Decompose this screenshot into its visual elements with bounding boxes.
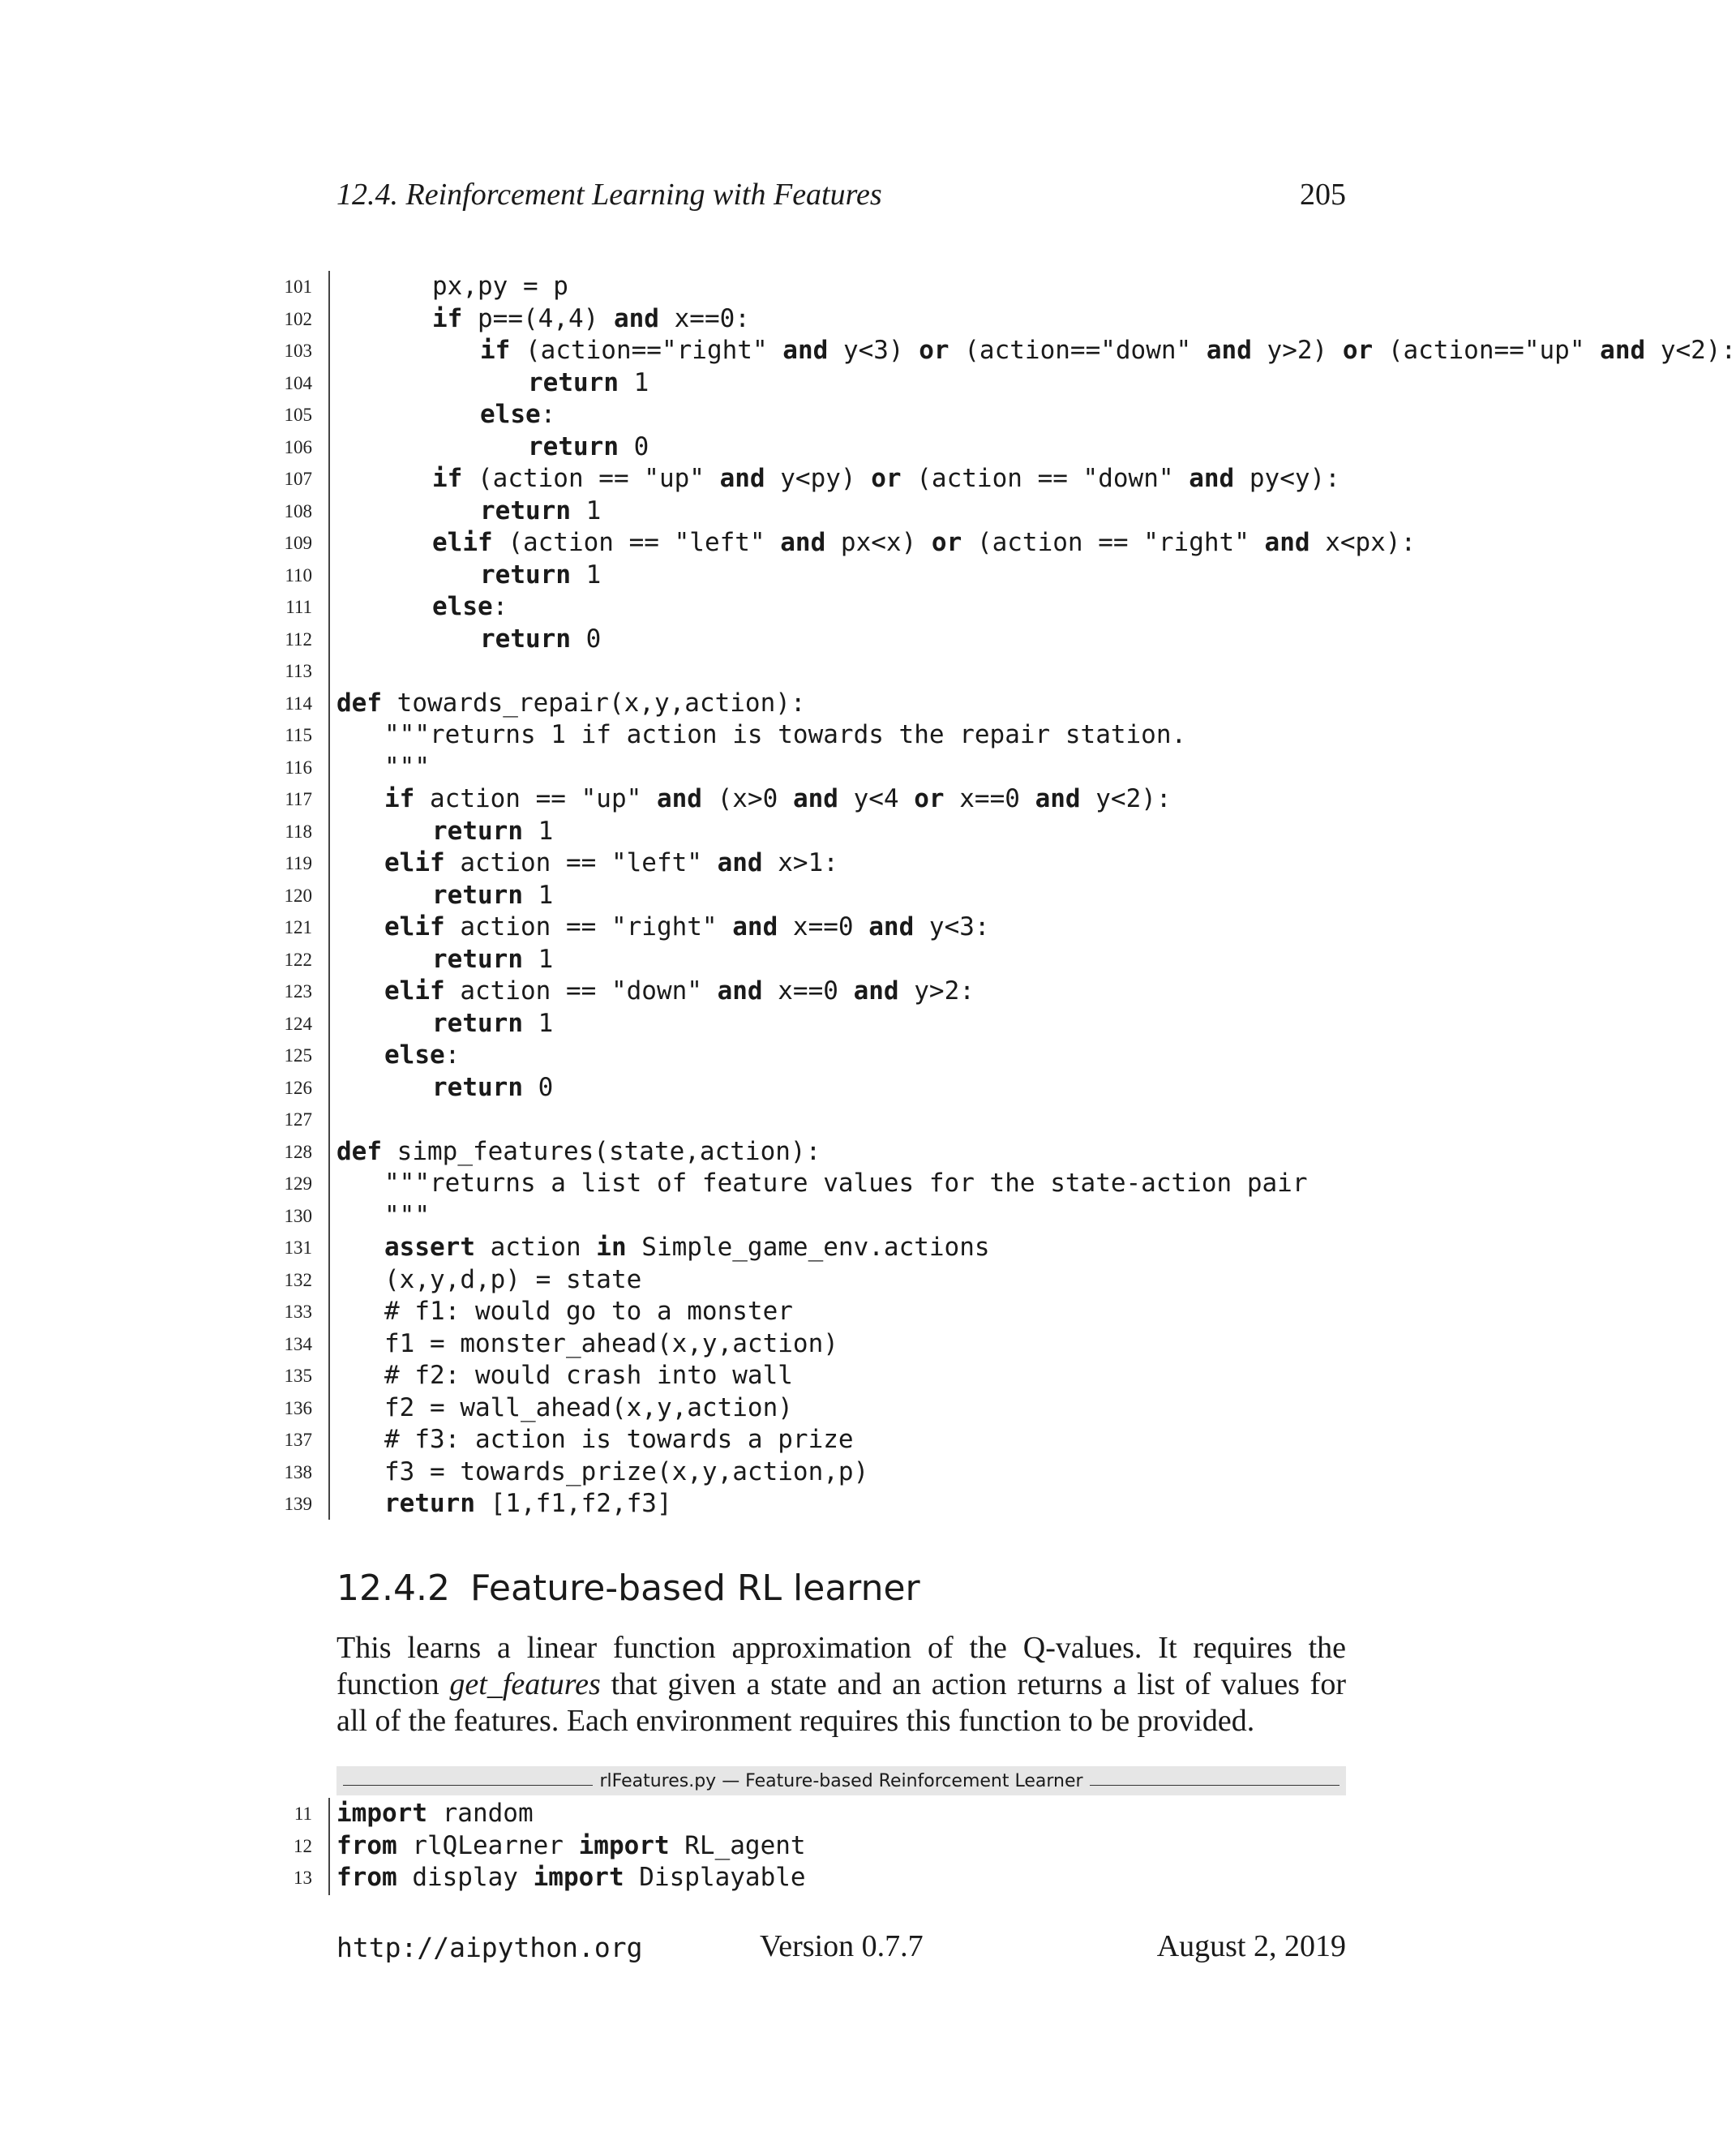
code-line: [268, 495, 1646, 528]
code-token: f1 = monster_ahead(x,y,action): [384, 1328, 838, 1358]
paragraph-text-1: This learns a linear function approximation of the Q-values. It requires the function: [336, 1631, 1346, 1701]
page-number: 205: [1300, 178, 1346, 212]
keyword: and: [782, 336, 829, 365]
code-token: y<2):: [1645, 336, 1736, 365]
code-text: [336, 976, 975, 1008]
code-token: # f1: would go to a monster: [384, 1297, 793, 1326]
code-text: [336, 1360, 793, 1392]
code-listing-imports: [268, 1798, 1403, 1895]
code-text: [336, 688, 806, 720]
line-number: 120: [284, 885, 312, 906]
line-number: 121: [284, 917, 312, 937]
keyword: import: [336, 1799, 427, 1828]
keyword: import: [533, 1863, 624, 1892]
code-token: towards_repair(x,y,action):: [382, 688, 806, 718]
code-line: [268, 719, 1646, 752]
keyword: and: [732, 912, 778, 942]
line-number: 109: [284, 533, 312, 553]
code-line: [268, 271, 1646, 303]
keyword: elif: [384, 848, 445, 877]
keyword: or: [914, 784, 945, 813]
code-token: simp_features(state,action):: [382, 1136, 821, 1166]
code-line: [268, 303, 1646, 336]
code-text: [336, 431, 649, 464]
code-token: (action=="right": [510, 336, 783, 365]
code-token: 1: [522, 880, 554, 910]
code-line: [268, 1040, 1646, 1072]
line-number: 104: [284, 372, 312, 393]
line-number: 101: [284, 277, 312, 297]
code-token: 1: [522, 816, 554, 846]
code-line: [268, 1328, 1646, 1361]
code-token: x==0: [944, 784, 1035, 813]
code-text: [336, 463, 1340, 495]
code-token: 0: [618, 431, 649, 461]
code-token: action == "up": [414, 784, 657, 813]
code-text: [336, 335, 1736, 367]
line-number: 139: [284, 1494, 312, 1514]
code-line: [268, 1264, 1646, 1297]
line-number: 106: [284, 436, 312, 457]
keyword: and: [868, 912, 915, 942]
keyword: if: [480, 336, 511, 365]
keyword: from: [336, 1830, 397, 1860]
keyword: and: [656, 784, 702, 813]
keyword: or: [1342, 336, 1374, 365]
line-number: 135: [284, 1366, 312, 1386]
code-token: Simple_game_env.actions: [626, 1233, 990, 1262]
code-token: :: [492, 592, 508, 621]
keyword: return: [432, 944, 523, 974]
code-line: [268, 1830, 1403, 1863]
code-token: """: [384, 752, 430, 782]
code-token: (action == "right": [962, 528, 1265, 557]
code-text: [336, 1488, 672, 1521]
file-caption: rlFeatures.py — Feature-based Reinforcement Learner: [599, 1770, 1083, 1791]
line-number: 107: [284, 469, 312, 489]
keyword: and: [853, 976, 899, 1006]
code-token: action == "down": [444, 976, 718, 1006]
code-line: [268, 1360, 1646, 1392]
code-token: (action == "down": [901, 464, 1189, 493]
code-token: f2 = wall_ahead(x,y,action): [384, 1392, 793, 1422]
line-number: 132: [284, 1269, 312, 1290]
code-text: [336, 495, 601, 528]
line-number: 129: [284, 1173, 312, 1194]
line-number: 134: [284, 1333, 312, 1354]
code-token: action == "right": [444, 912, 733, 942]
section-number: 12.4.2: [336, 1568, 450, 1609]
code-token: x>1:: [762, 848, 838, 877]
section-heading: [336, 1568, 920, 1609]
line-number: 13: [294, 1868, 312, 1888]
keyword: elif: [432, 528, 493, 557]
line-number: 112: [285, 628, 312, 650]
code-line: [268, 1072, 1646, 1105]
code-line: [268, 847, 1646, 880]
line-number: 116: [285, 757, 312, 778]
paragraph-text-2: that given a state and an action returns a list of values for all of the features. Each environment requires this function to be provided.: [336, 1667, 1346, 1738]
code-token: :: [540, 400, 556, 429]
keyword: if: [432, 303, 463, 333]
code-line: [268, 976, 1646, 1008]
code-line: [268, 912, 1646, 944]
code-line: [268, 1136, 1646, 1169]
code-text: [336, 816, 553, 848]
keyword: or: [931, 528, 962, 557]
line-number: 110: [285, 564, 312, 586]
code-text: [336, 1296, 793, 1328]
page-header: [336, 177, 1346, 225]
line-number: 124: [284, 1013, 312, 1034]
code-token: x==0:: [658, 303, 750, 333]
line-number: 108: [284, 500, 312, 521]
code-token: 1: [522, 1008, 554, 1038]
line-number: 102: [284, 308, 312, 329]
keyword: from: [336, 1863, 397, 1892]
code-text: [336, 1392, 793, 1425]
footer-date: August 2, 2019: [1156, 1929, 1346, 1963]
code-token: 1: [522, 944, 554, 974]
line-number: 113: [285, 661, 312, 681]
line-number: 122: [284, 949, 312, 970]
line-number: 131: [284, 1237, 312, 1258]
keyword: return: [432, 1008, 523, 1038]
code-text: [336, 591, 508, 624]
keyword: and: [1206, 336, 1252, 365]
code-text: [336, 719, 1186, 752]
caption-rule-right: [1090, 1785, 1340, 1786]
page-footer: [336, 1928, 1346, 1969]
line-number: 123: [284, 981, 312, 1002]
code-token: (action == "up": [462, 464, 720, 493]
footer-version: Version 0.7.7: [760, 1929, 924, 1963]
line-number: 130: [284, 1205, 312, 1226]
line-number: 125: [284, 1045, 312, 1066]
code-line: [268, 399, 1646, 431]
keyword: and: [717, 848, 763, 877]
keyword: and: [780, 528, 826, 557]
keyword: else: [432, 592, 493, 621]
code-token: rlQLearner: [396, 1830, 579, 1860]
code-token: [1,f1,f2,f3]: [474, 1489, 672, 1518]
keyword: and: [792, 784, 838, 813]
keyword: if: [384, 784, 415, 813]
code-line: [268, 783, 1646, 816]
code-token: 1: [570, 560, 602, 590]
code-text: [336, 944, 553, 976]
code-text: [336, 1328, 838, 1361]
line-number: 118: [285, 821, 312, 842]
keyword: and: [717, 976, 763, 1006]
code-token: Displayable: [624, 1863, 806, 1892]
code-token: x==0: [778, 912, 869, 942]
code-line: [268, 1424, 1646, 1456]
keyword: return: [480, 560, 571, 590]
code-line: [268, 335, 1736, 367]
keyword: or: [871, 464, 902, 493]
running-title: 12.4. Reinforcement Learning with Features: [336, 178, 882, 212]
keyword: else: [384, 1040, 445, 1070]
line-number: 114: [285, 693, 312, 714]
code-text: [336, 1200, 430, 1233]
keyword: return: [432, 816, 523, 846]
code-line: [268, 527, 1646, 560]
code-line: [268, 880, 1646, 912]
code-token: (action=="up": [1373, 336, 1601, 365]
code-token: y<3): [828, 336, 919, 365]
line-number: 103: [284, 341, 312, 361]
code-line: [268, 1200, 1646, 1233]
code-text: [336, 880, 553, 912]
code-text: [336, 1136, 821, 1169]
code-line: [268, 591, 1646, 624]
code-token: p==(4,4): [462, 303, 614, 333]
code-line: [268, 944, 1646, 976]
code-token: x<px):: [1310, 528, 1417, 557]
code-token: action == "left": [444, 848, 718, 877]
code-token: f3 = towards_prize(x,y,action,p): [384, 1456, 869, 1486]
code-text: [336, 752, 430, 784]
code-text: [336, 1862, 806, 1894]
line-number: 126: [284, 1077, 312, 1098]
code-token: (x>0: [701, 784, 793, 813]
code-token: # f2: would crash into wall: [384, 1361, 793, 1390]
code-token: 1: [618, 367, 649, 397]
code-text: [336, 1798, 534, 1830]
code-text: [336, 527, 1416, 560]
keyword: and: [1264, 528, 1310, 557]
line-number: 12: [294, 1835, 312, 1856]
keyword: return: [432, 880, 523, 910]
keyword: return: [384, 1489, 475, 1518]
keyword: and: [613, 303, 659, 333]
code-text: [336, 847, 838, 880]
code-line: [268, 367, 1646, 400]
line-number: 128: [284, 1141, 312, 1162]
line-number: 11: [294, 1804, 312, 1824]
code-token: y>2): [1251, 336, 1343, 365]
keyword: if: [432, 464, 463, 493]
line-number: 117: [285, 789, 312, 809]
line-number: 115: [285, 725, 312, 745]
code-line: [268, 624, 1646, 656]
line-number: 136: [284, 1397, 312, 1418]
line-number: 119: [285, 853, 312, 873]
code-token: (action=="down": [949, 336, 1207, 365]
code-text: [336, 624, 601, 656]
code-line: [268, 1168, 1646, 1200]
code-token: y>2:: [898, 976, 975, 1006]
code-token: random: [426, 1799, 534, 1828]
keyword: else: [480, 400, 541, 429]
code-token: display: [396, 1863, 534, 1892]
keyword: return: [432, 1072, 523, 1102]
code-text: [336, 271, 568, 303]
code-line: [268, 752, 1646, 784]
section-title: Feature-based RL learner: [470, 1568, 920, 1609]
code-line: [268, 816, 1646, 848]
code-token: """returns 1 if action is towards the repair station.: [384, 720, 1187, 749]
keyword: assert: [384, 1233, 475, 1262]
keyword: elif: [384, 976, 445, 1006]
keyword: in: [596, 1233, 627, 1262]
code-line: [268, 1232, 1646, 1264]
code-token: y<3:: [914, 912, 990, 942]
code-text: [336, 1232, 990, 1264]
keyword: import: [578, 1830, 670, 1860]
line-number: 127: [284, 1109, 312, 1130]
code-text: [336, 560, 601, 592]
code-text: [336, 303, 750, 336]
code-token: y<4: [838, 784, 915, 813]
code-token: py<y):: [1234, 464, 1340, 493]
code-text: [336, 1168, 1307, 1200]
code-line: [268, 1296, 1646, 1328]
footer-url[interactable]: http://aipython.org: [336, 1932, 643, 1963]
code-token: (x,y,d,p) = state: [384, 1264, 642, 1294]
line-number: 105: [284, 405, 312, 425]
code-text: [336, 912, 990, 944]
keyword: elif: [384, 912, 445, 942]
keyword: and: [1035, 784, 1081, 813]
keyword: and: [719, 464, 765, 493]
code-line: [268, 1488, 1646, 1521]
keyword: return: [528, 367, 619, 397]
code-text: [336, 1072, 553, 1105]
code-text: [336, 367, 649, 400]
keyword: return: [480, 624, 571, 654]
code-line: [268, 431, 1646, 464]
line-number: 138: [284, 1461, 312, 1482]
code-token: 0: [522, 1072, 554, 1102]
code-token: """: [384, 1200, 430, 1230]
line-number: 133: [284, 1302, 312, 1322]
body-paragraph: [336, 1630, 1346, 1739]
code-token: 1: [570, 495, 602, 525]
code-line: [268, 1008, 1646, 1040]
code-text: [336, 1830, 806, 1863]
code-line: [268, 1862, 1403, 1894]
keyword: def: [336, 1136, 382, 1166]
code-text: [336, 399, 555, 431]
code-text: [336, 1456, 868, 1489]
code-token: action: [474, 1233, 597, 1262]
keyword: or: [919, 336, 949, 365]
code-token: x==0: [762, 976, 854, 1006]
line-number: 111: [285, 597, 312, 617]
code-text: [336, 1264, 641, 1297]
code-text: [336, 1008, 553, 1040]
keyword: def: [336, 688, 382, 718]
code-line: [268, 688, 1646, 720]
code-token: 0: [570, 624, 602, 654]
code-line: [268, 1798, 1403, 1830]
keyword: return: [480, 495, 571, 525]
code-token: px,py = p: [432, 272, 568, 301]
code-token: RL_agent: [669, 1830, 806, 1860]
code-text: [336, 1424, 854, 1456]
code-token: :: [444, 1040, 461, 1070]
code-line: [268, 1104, 1646, 1136]
code-token: # f3: action is towards a prize: [384, 1425, 854, 1454]
code-text: [336, 783, 1172, 816]
keyword: and: [1600, 336, 1646, 365]
code-line: [268, 1456, 1646, 1489]
code-token: y<py): [765, 464, 872, 493]
file-caption-bar: [336, 1766, 1346, 1795]
code-line: [268, 655, 1646, 688]
code-token: """returns a list of feature values for the state-action pair: [384, 1169, 1308, 1198]
keyword: return: [528, 431, 619, 461]
keyword: and: [1189, 464, 1235, 493]
code-text: [336, 1040, 460, 1072]
code-listing: [268, 271, 1736, 1520]
code-token: y<2):: [1080, 784, 1172, 813]
code-token: (action == "left": [492, 528, 781, 557]
code-line: [268, 1392, 1646, 1425]
code-token: px<x): [825, 528, 932, 557]
line-number: 137: [284, 1430, 312, 1450]
code-line: [268, 463, 1646, 495]
function-name-emphasis: get_features: [449, 1667, 601, 1701]
code-line: [268, 560, 1646, 592]
caption-rule-left: [343, 1785, 593, 1786]
